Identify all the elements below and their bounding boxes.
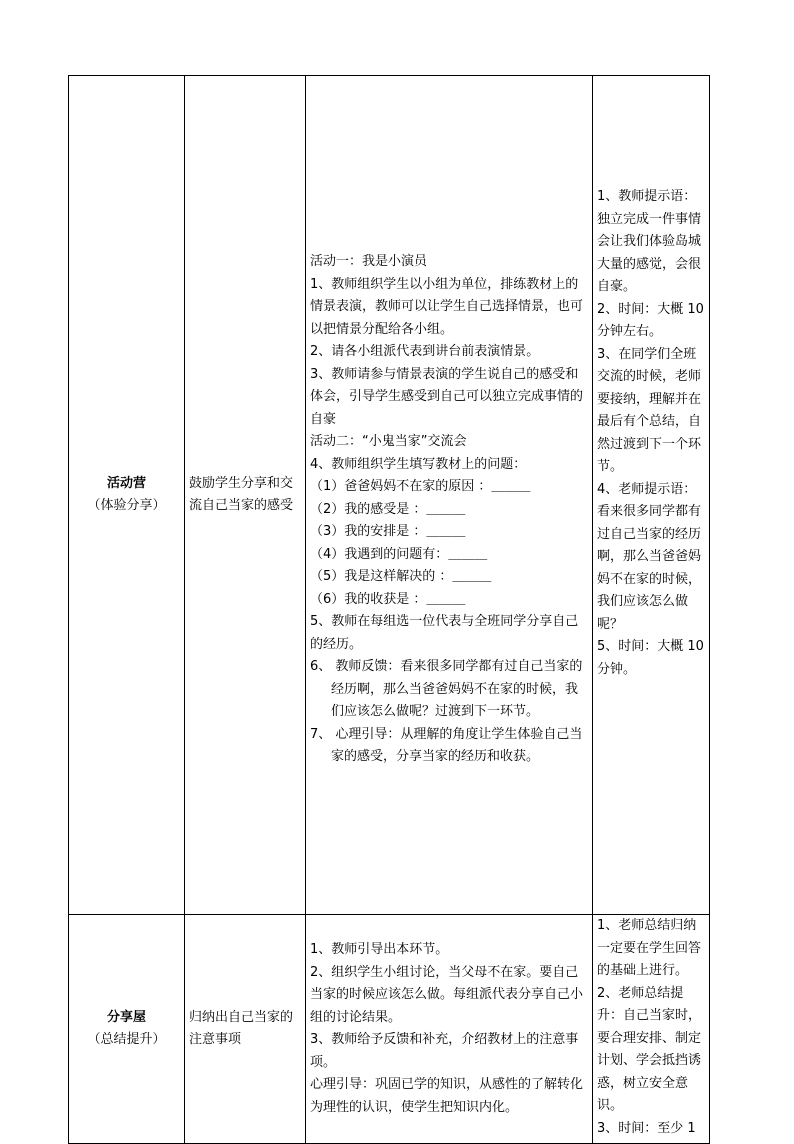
process-line: 5、教师在每组选一位代表与全班同学分享自己的经历。 [310,614,579,652]
process-cell [306,915,593,1144]
stage-name: 活动营 [106,475,146,491]
process-line: （1）爸爸妈妈不在家的原因 ：＿＿＿ [310,479,531,495]
stage-subtitle: （体验分享） [87,498,166,513]
process-line: 3、教师请参与情景表演的学生说自己的感受和体会，引导学生感受到自己可以独立完成事情的自豪 [310,366,584,427]
note-line: 4、老师提示语：看来很多同学都有过自己当家的经历啊，那么当爸爸妈妈不在家的时候，我们应该怎么做呢？ [597,481,702,632]
process-line: 2、组织学生小组讨论，当父母不在家。要自己当家的时候应该怎么做。每组派代表分享自己小组的讨论结果。 [310,964,584,1025]
process-line: 活动一：我是小演员 [310,254,428,270]
process-cell [306,76,593,915]
goal-cell: 鼓励学生分享和交流自己当家的感受 [185,76,306,915]
table-row [69,76,710,915]
process-line: 3、教师给予反馈和补充，介绍教材上的注意事项。 [310,1032,579,1070]
process-line: 4、教师组织学生填写教材上的问题： [310,456,527,472]
process-line: （2）我的感受是 ：＿＿＿ [310,501,466,517]
note-line: 5、时间：大概 10 分钟。 [597,639,704,677]
process-line: （4）我遇到的问题有：＿＿＿ [310,546,488,562]
process-line: 心理引导：巩固已学的知识，从感性的了解转化为理性的认识，使学生把知识内化。 [310,1077,584,1115]
process-line: 1、教师引导出本环节。 [310,942,449,957]
table-row [69,915,710,1144]
process-line: （6）我的收获是 ：＿＿＿ [310,591,466,607]
stage-subtitle: （总结提升） [87,1032,166,1047]
stage-cell [69,76,185,915]
process-line: （3）我的安排是 ：＿＿＿ [310,524,466,540]
notes-cell [593,915,710,1144]
note-line: 3、在同学们全班交流的时候，老师要接纳，理解并在最后有个总结，自然过渡到下一个环节。 [597,346,702,474]
note-line: 3、时间：至少 1 [597,1120,696,1136]
note-line: 1、教师提示语：独立完成一件事情会让我们体验岛城大量的感觉，会很自豪。 [597,189,702,294]
process-line: 2、请各小组派代表到讲台前表演情景。 [310,344,540,360]
note-line: 2、老师总结提升：自己当家时，要合理安排、制定计划、学会抵挡诱惑，树立安全意识。 [597,985,702,1113]
process-line: 活动二：“小鬼当家”交流会 [310,434,467,450]
process-line: 6、 教师反馈：看来很多同学都有过自己当家的经历啊，那么当爸爸妈妈不在家的时候，我们应该怎么做呢？过渡到下一环节。 [310,659,583,720]
goal-cell: 归纳出自己当家的注意事项 [185,915,306,1144]
process-line: 1、教师组织学生以小组为单位，排练教材上的情景表演，教师可以让学生自己选择情景，也可以把情景分配给各小组。 [310,276,584,337]
note-line: 2、时间：大概 10 分钟左右。 [597,301,704,339]
note-line: 1、老师总结归纳一定要在学生回答的基础上进行。 [597,918,702,978]
notes-cell [593,76,710,915]
lesson-plan-table [68,75,710,1144]
process-line: 7、 心理引导：从理解的角度让学生体验自己当家的感受，分享当家的经历和收获。 [310,726,583,765]
stage-cell [69,915,185,1144]
stage-name: 分享屋 [106,1009,146,1025]
process-line: （5）我是这样解决的 ：＿＿＿ [310,569,492,585]
